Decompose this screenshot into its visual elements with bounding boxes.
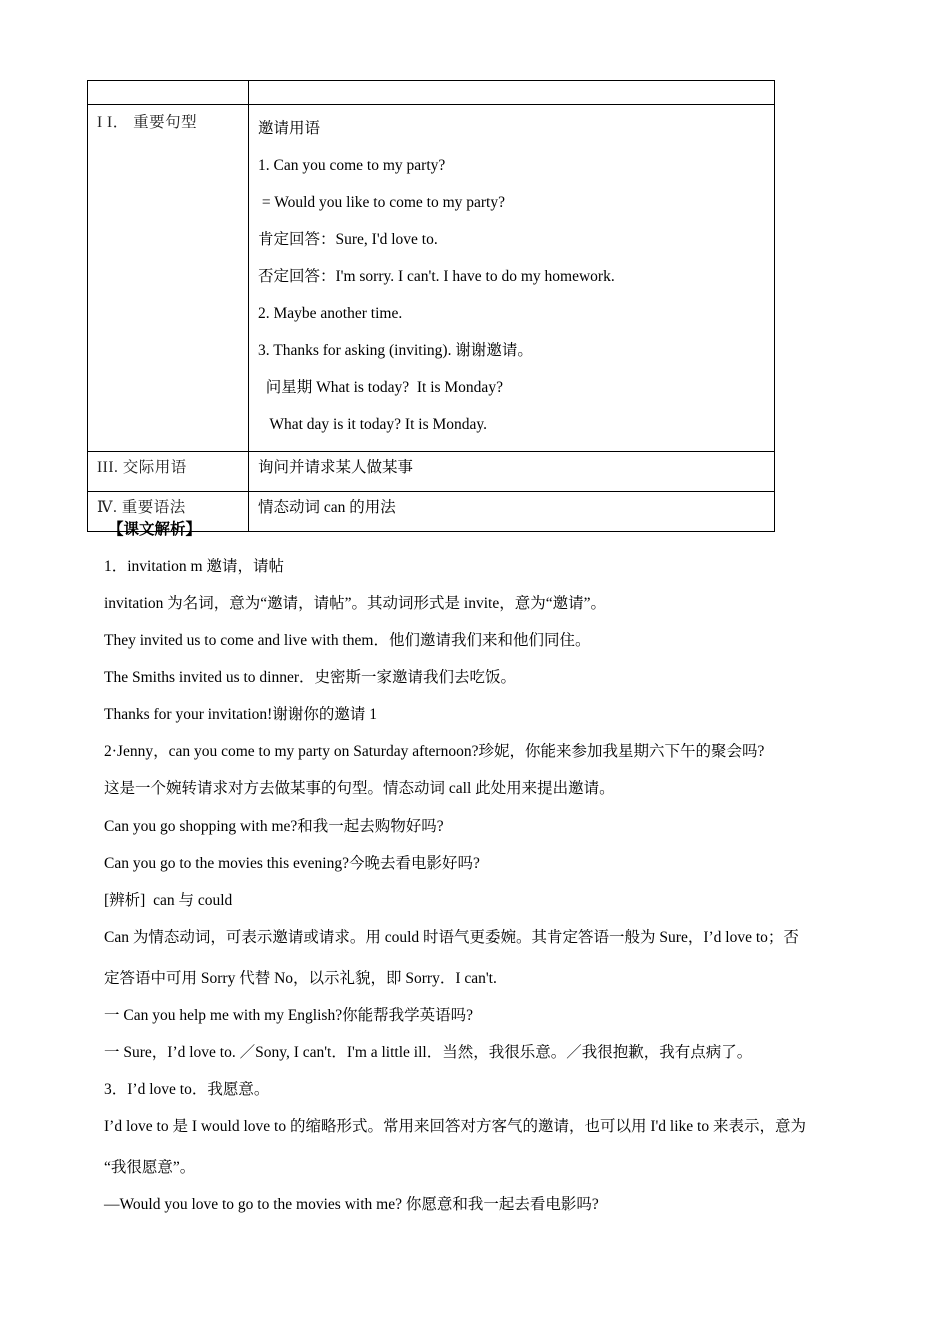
row-content: 情态动词 can 的用法: [249, 492, 775, 532]
row-content: [249, 105, 775, 452]
paragraph-line: Can you go shopping with me?和我一起去购物好吗?: [104, 818, 444, 835]
section-heading: 【课文解析】: [108, 521, 202, 538]
row-label: Ⅳ. 重要语法: [88, 492, 249, 532]
row-label: [88, 81, 249, 105]
row-content: [249, 81, 775, 105]
paragraph-line: [辨析] can 与 could: [104, 892, 233, 909]
paragraph-line: 2·Jenny，can you come to my party on Saturday afternoon?珍妮，你能来参加我星期六下午的聚会吗?: [104, 743, 765, 760]
sentence-line: 1. Can you come to my party?: [258, 157, 446, 174]
paragraph-line: —Would you love to go to the movies with me? 你愿意和我一起去看电影吗?: [104, 1196, 599, 1213]
paragraph-line: The Smiths invited us to dinner．史密斯一家邀请我们去吃饭。: [104, 669, 517, 686]
sentence-line: 邀请用语: [258, 120, 321, 137]
paragraph-line: 定答语中可用 Sorry 代替 No，以示礼貌，即 Sorry．I can't.: [104, 970, 497, 987]
paragraph-line: 3．I’d love to．我愿意。: [104, 1081, 270, 1098]
row-content: 询问并请求某人做某事: [249, 452, 775, 492]
table-row: [88, 105, 775, 452]
paragraph-line: 1．invitation m 邀请，请帖: [104, 558, 284, 575]
table-row: [88, 81, 775, 105]
row-label: I I． 重要句型: [88, 105, 249, 452]
paragraph-line: 这是一个婉转请求对方去做某事的句型。情态动词 call 此处用来提出邀请。: [104, 780, 615, 797]
paragraph-line: Thanks for your invitation!谢谢你的邀请 1: [104, 706, 377, 723]
sentence-line: = Would you like to come to my party?: [258, 194, 505, 211]
paragraph-line: Can 为情态动词，可表示邀请或请求。用 could 时语气更委婉。其肯定答语一般为 Sure，I’d love to；否: [104, 929, 799, 946]
sentence-line: 肯定回答：Sure, I'd love to.: [258, 231, 438, 248]
sentence-line: 3. Thanks for asking (inviting). 谢谢邀请。: [258, 342, 533, 359]
paragraph-line: 一 Sure，I’d love to. ／Sony, I can't．I'm a little ill．当然，我很乐意。／我很抱歉，我有点病了。: [104, 1044, 753, 1061]
summary-table: [87, 80, 775, 532]
paragraph-line: Can you go to the movies this evening?今晚去看电影好吗?: [104, 855, 480, 872]
sentence-line: 否定回答：I'm sorry. I can't. I have to do my homework.: [258, 268, 615, 285]
paragraph-line: I’d love to 是 I would love to 的缩略形式。常用来回答对方客气的邀请，也可以用 I'd like to 来表示，意为: [104, 1118, 806, 1135]
paragraph-line: invitation 为名词，意为“邀请，请帖”。其动词形式是 invite，意为“邀请”。: [104, 595, 606, 612]
sentence-line: What day is it today? It is Monday.: [258, 416, 488, 433]
table-row: [88, 452, 775, 492]
paragraph-line: 一 Can you help me with my English?你能帮我学英语吗?: [104, 1007, 473, 1024]
paragraph-line: They invited us to come and live with them．他们邀请我们来和他们同住。: [104, 632, 591, 649]
paragraph-line: “我很愿意”。: [104, 1159, 196, 1176]
row-label: III. 交际用语: [88, 452, 249, 492]
sentence-line: 2. Maybe another time.: [258, 305, 403, 322]
sentence-line: 问星期 What is today? It is Monday?: [258, 379, 503, 396]
